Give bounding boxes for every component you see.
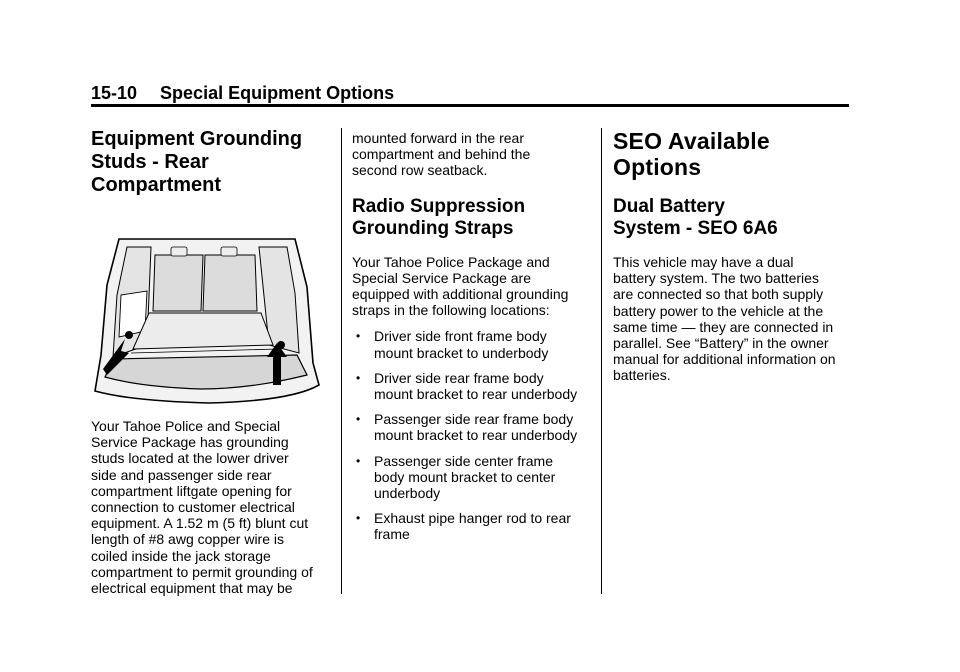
dual-battery-body <box>613 254 853 384</box>
header-rule <box>91 104 849 107</box>
grounding-studs-heading <box>91 128 333 197</box>
body-line: compartment to permit grounding of <box>91 563 313 580</box>
column-divider-1 <box>341 128 342 594</box>
body-line: compartment liftgate opening for <box>91 482 292 499</box>
bullet-icon: • <box>356 370 361 385</box>
body-line: coiled inside the jack storage <box>91 547 271 564</box>
rear-compartment-illustration <box>91 235 321 405</box>
heading-line: Dual Battery <box>613 196 725 217</box>
body-line: equipped with additional grounding <box>352 286 569 303</box>
body-line: manual for additional information on <box>613 351 836 368</box>
list-line: mount bracket to rear underbody <box>374 427 578 444</box>
body-line: Your Tahoe Police Package and <box>352 253 550 270</box>
list-line: Driver side rear frame body <box>374 369 544 386</box>
bullet-icon: • <box>356 453 361 468</box>
list-line: Passenger side center frame <box>374 452 553 469</box>
heading-line: Options <box>613 154 702 180</box>
list-item <box>352 328 590 360</box>
heading-line: Compartment <box>91 174 222 196</box>
body-line: battery power to the vehicle at the <box>613 302 824 319</box>
body-line: side and passenger side rear <box>91 466 272 483</box>
page-header <box>91 82 849 104</box>
heading-line: Studs - Rear <box>91 151 209 173</box>
list-line: Driver side front frame body <box>374 328 547 345</box>
column-divider-2 <box>601 128 602 594</box>
heading-line: Equipment Grounding <box>91 128 303 150</box>
heading-line: Grounding Straps <box>352 217 514 239</box>
bullet-icon: • <box>356 329 361 344</box>
bullet-icon: • <box>356 412 361 427</box>
body-line: length of #8 awg copper wire is <box>91 531 284 548</box>
body-line: connection to customer electrical <box>91 499 295 516</box>
heading-line: System - SEO 6A6 <box>613 218 778 239</box>
list-line: Passenger side rear frame body <box>374 411 574 428</box>
list-item <box>352 370 590 402</box>
heading-line: SEO Available <box>613 128 770 154</box>
body-line: straps in the following locations: <box>352 302 550 319</box>
heading-line: Radio Suppression <box>352 195 526 217</box>
body-line: studs located at the lower driver <box>91 450 289 467</box>
body-line: Service Package has grounding <box>91 434 289 451</box>
list-line: body mount bracket to center <box>374 468 556 485</box>
body-line: equipment. A 1.52 m (5 ft) blunt cut <box>91 515 309 532</box>
continued-paragraph <box>352 130 590 179</box>
list-line: mount bracket to rear underbody <box>374 386 578 403</box>
body-line: Your Tahoe Police and Special <box>91 418 281 434</box>
column-3 <box>613 128 853 384</box>
body-line: This vehicle may have a dual <box>613 254 794 270</box>
list-item <box>352 510 590 542</box>
seo-options-heading <box>613 128 853 180</box>
body-line: same time — they are connected in <box>613 318 834 335</box>
list-line: Exhaust pipe hanger rod to rear <box>374 510 571 527</box>
radio-suppression-heading <box>352 196 590 240</box>
page-number: 15-10 <box>91 83 138 103</box>
column-1 <box>91 128 333 596</box>
grounding-strap-list <box>352 328 590 542</box>
list-item <box>352 453 590 502</box>
body-line: compartment and behind the <box>352 146 531 163</box>
radio-suppression-intro <box>352 254 590 319</box>
list-line: underbody <box>374 485 441 502</box>
column-2 <box>352 128 590 552</box>
body-line: second row seatback. <box>352 162 488 179</box>
grounding-studs-body <box>91 418 333 596</box>
dual-battery-heading <box>613 196 853 240</box>
body-line: battery system. The two batteries <box>613 270 819 287</box>
body-line: electrical equipment that may be <box>91 580 293 597</box>
body-line: batteries. <box>613 367 671 384</box>
list-line: frame <box>374 526 410 543</box>
body-line: mounted forward in the rear <box>352 130 524 146</box>
body-line: Special Service Package are <box>352 269 531 286</box>
body-line: parallel. See “Battery” in the owner <box>613 335 829 352</box>
bullet-icon: • <box>356 511 361 526</box>
body-line: are connected so that both supply <box>613 286 824 303</box>
chapter-title: Special Equipment Options <box>160 83 395 103</box>
list-line: mount bracket to underbody <box>374 344 549 361</box>
list-item <box>352 411 590 443</box>
